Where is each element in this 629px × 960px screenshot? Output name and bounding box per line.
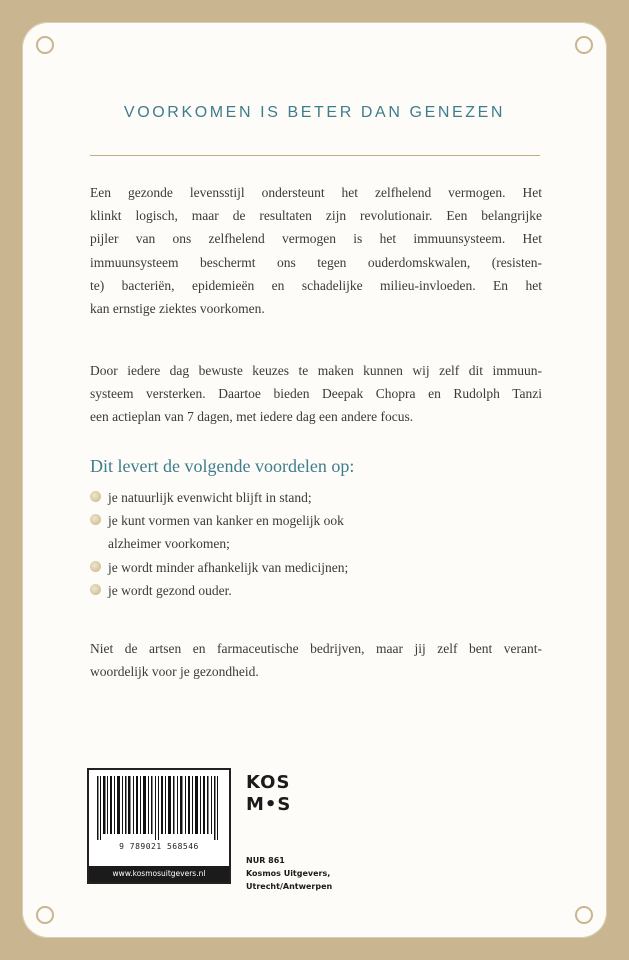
- paragraph-line: Een gezonde levensstijl ondersteunt het zelfhelend vermogen. Het: [90, 185, 542, 200]
- list-item-text-continued: alzheimer voorkomen;: [108, 536, 230, 552]
- paragraph-line: klinkt logisch, maar de resultaten zijn revolutionair. Een belangrijke: [90, 208, 542, 224]
- paragraph-line: Door iedere dag bewuste keuzes te maken kunnen wij zelf dit immuun-: [90, 363, 542, 378]
- benefits-list: [90, 486, 542, 602]
- publisher-info: [246, 854, 332, 893]
- barcode-block: [87, 768, 231, 884]
- divider-rule: [90, 155, 540, 156]
- intro-paragraph: [90, 181, 542, 320]
- corner-ornament: [36, 906, 54, 924]
- list-item: [90, 556, 542, 579]
- paragraph-line: een actieplan van 7 dagen, met iedere dag een andere focus.: [90, 409, 414, 425]
- paragraph-line: woordelijk voor je gezondheid.: [90, 664, 259, 680]
- paragraph-line: kan ernstige ziektes voorkomen.: [90, 301, 265, 317]
- logo-line: KOS: [246, 772, 291, 793]
- list-item: [90, 579, 542, 602]
- benefits-heading: Dit levert de volgende voordelen op:: [90, 456, 355, 476]
- list-item-text: je wordt minder afhankelijk van medicijnen;: [108, 559, 349, 575]
- bullet-dot-icon: [90, 561, 101, 572]
- list-item: [90, 509, 542, 555]
- corner-ornament: [575, 36, 593, 54]
- list-item-text: je wordt gezond ouder.: [108, 582, 232, 598]
- paragraph-line: immuunsysteem beschermt ons tegen ouderdomskwalen, (resisten-: [90, 254, 542, 270]
- closing-paragraph: [90, 637, 542, 683]
- paragraph-line: Niet de artsen en farmaceutische bedrijven, maar jij zelf bent verant-: [90, 641, 542, 656]
- plan-paragraph: [90, 359, 542, 429]
- paragraph-line: systeem versterken. Daartoe bieden Deepak Chopra en Rudolph Tanzi: [90, 386, 542, 402]
- bullet-dot-icon: [90, 584, 101, 595]
- list-item: [90, 486, 542, 509]
- kosmos-logo: [246, 772, 306, 824]
- barcode-icon: [95, 776, 221, 840]
- paragraph-line: te) bacteriën, epidemieën en schadelijke milieu-invloeden. En het: [90, 277, 542, 293]
- bullet-dot-icon: [90, 491, 101, 502]
- logo-line: M•S: [246, 794, 292, 815]
- headline: VOORKOMEN IS BETER DAN GENEZEN: [123, 104, 506, 121]
- publisher-website: www.kosmosuitgevers.nl: [89, 866, 229, 882]
- publisher-name: Kosmos Uitgevers,: [246, 869, 331, 878]
- corner-ornament: [36, 36, 54, 54]
- bullet-dot-icon: [90, 514, 101, 525]
- nur-code: NUR 861: [246, 856, 285, 865]
- publisher-city: Utrecht/Antwerpen: [246, 882, 333, 891]
- isbn-number: 9 789021 568546: [119, 842, 199, 851]
- corner-ornament: [575, 906, 593, 924]
- paragraph-line: pijler van ons zelfhelend vermogen is het immuunsysteem. Het: [90, 231, 542, 247]
- list-item-text: je natuurlijk evenwicht blijft in stand;: [108, 490, 312, 505]
- list-item-text: je kunt vormen van kanker en mogelijk ook: [108, 513, 344, 529]
